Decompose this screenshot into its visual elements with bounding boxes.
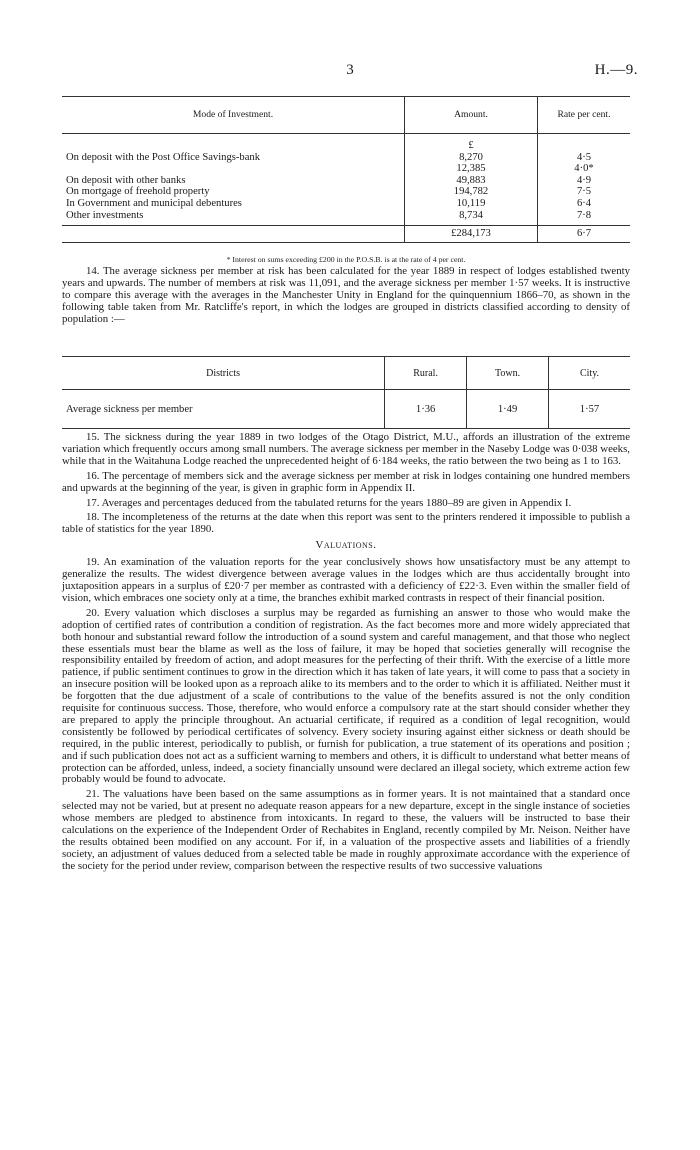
col-header-rate: Rate per cent. <box>538 97 631 134</box>
document-reference: H.—9. <box>594 62 638 78</box>
page-header <box>62 62 638 82</box>
rate-cell: 4·5 <box>576 151 592 163</box>
rate-cell: 4·9 <box>576 174 592 186</box>
mode-cell: On mortgage of freehold property <box>66 186 210 198</box>
col-header-town: Town. <box>467 357 549 390</box>
total-row <box>62 226 630 243</box>
body-text <box>62 432 630 876</box>
col-header-amount: Amount. <box>405 97 538 134</box>
town-value: 1·49 <box>467 390 549 429</box>
table-row <box>62 186 630 198</box>
row-label: Average sickness per member <box>62 390 385 429</box>
paragraph-21: 21. The valuations have been based on the same assumptions as in former years. It is not maintained that a standard once selected may not be varied, but at present no adequate reason appears for a new departure, except in the single instance of societies whose members are pledged to abstinence from intoxicants. In regard to these, the valuers will be instructed to base their calculations on the experience of the Independent Order of Rechabites in England, recently compiled by Mr. Neison. Neither have the results obtained been modified on any account. For if, in a valuation of the prospective assets and liabilities of a friendly society, an adjustment of values deduced from a selected table be made in roughly approximate accordance with the experience of the society for the period under review, comparison between the respective results of two successive valuations <box>62 788 630 872</box>
paragraph-14 <box>62 266 630 326</box>
col-header-mode: Mode of Investment. <box>62 97 405 134</box>
page-number: 3 <box>346 62 354 78</box>
amount-cell: 10,119 <box>405 198 538 210</box>
amount-cell: 8,734 <box>405 210 538 226</box>
section-heading: Valuations. <box>315 539 377 552</box>
city-value: 1·57 <box>549 390 630 429</box>
rate-cell: 7·8 <box>576 209 592 221</box>
paragraph-16: 16. The percentage of members sick and the average sickness per member at risk in lodges containing one hundred members and upwards at the beginning of the year, is given in graphic form in Appendix II. <box>62 469 630 494</box>
col-header-city: City. <box>549 357 630 390</box>
table-footnote: * Interest on sums exceeding £200 in the P.O.S.B. is at the rate of 4 per cent. <box>226 255 466 264</box>
col-header-rural: Rural. <box>385 357 467 390</box>
amount-cell: 194,782 <box>405 186 538 198</box>
paragraph-19: 19. An examination of the valuation reports for the year conclusively shows how unsatisfactory must be any attempt to generalize the results. The widest divergence between average values in the lodges which are thus accidentally brought into juxtaposition appears in a surplus of £20·7 per member as contrasted with a deficiency of £22·3. Even within the smaller field of vision, which embraces one society only at a time, the branches exhibit marked contrasts in respect of their financial position. <box>62 556 630 604</box>
table-row <box>62 163 630 175</box>
mode-cell: Other investments <box>66 209 144 221</box>
rate-cell: 6·4 <box>576 197 592 209</box>
rural-value: 1·36 <box>385 390 467 429</box>
paragraph-20: 20. Every valuation which discloses a surplus may be regarded as furnishing an answer to those who would make the adoption of certified rates of contribution a condition of registration. As the fact becomes more and more widely appreciated that both honour and substantial reward follow the introduction of a sound system and careful management, and that those who neglect these essentials must bear the blame as well as the loss of failure, it may be hoped that societies generally will recognise the responsibility entailed by freedom of action, and adopt measures for the perfecting of their thrift. With the exercise of a little more patience, if public sentiment continues to grow in the direction which it has taken of late years, it will come to pass that a society in an insecure position will be looked upon as a reproach alike to its members and to the order to which it is affiliated. Neither must it be forgotten that the due adjustment of a scale of contributions to the value of the benefits assured is not the only condition requisite for continuous success. Those, therefore, who would enforce a compulsory rate at the start should consider whether they are prepared to apply the principle throughout. An actuarial certificate, if required as a condition of legal recognition, would consistently be followed by periodical certificates of solvency. Every society insuring against either sickness or death should be required, in the public interest, periodically to publish, or furnish for publication, a true statement of its operations and position ; and if such publication does not act as a sufficient warning to members and others, it is difficult to understand what better means of protection can be afforded, unless, indeed, a society financially unsound were declared an illegal society, which extreme action few probably would be found to advocate. <box>62 606 630 786</box>
mode-cell: On deposit with other banks <box>66 174 186 186</box>
paragraph-text: 14. The average sickness per member at risk has been calculated for the year 1889 in respect of lodges established twenty years and upwards. The number of members at risk was 11,091, and the average sickness per member 1·57 weeks. It is instructive to compare this average with the averages in the Manchester Unity in England for the quinquennium 1866–70, as shown in the following table taken from Mr. Ratcliffe's report, in which the lodges are grouped in districts classified according to density of population :— <box>62 265 630 325</box>
total-amount: £284,173 <box>405 226 538 243</box>
amount-cell: 12,385 <box>405 163 538 175</box>
districts-table <box>62 356 630 429</box>
currency-row <box>62 134 630 152</box>
table-row <box>62 210 630 226</box>
table-row <box>62 175 630 187</box>
paragraph-15: 15. The sickness during the year 1889 in two lodges of the Otago District, M.U., affords an illustration of the extreme variation which frequently occurs among small numbers. The average sickness per member in the Naseby Lodge was 0·038 weeks, while that in the Waitahuna Lodge reached the unprecedented height of 6·184 weeks, the ratio between the two being as 1 to 163. <box>62 431 630 467</box>
amount-cell: 49,883 <box>405 175 538 187</box>
paragraph-18: 18. The incompleteness of the returns at the date when this report was sent to the printers rendered it impossible to publish a table of statistics for the year 1890. <box>62 511 630 536</box>
currency-symbol: £ <box>405 134 538 152</box>
investment-table <box>62 96 630 243</box>
paragraph-17: 17. Averages and percentages deduced from the tabulated returns for the years 1880–89 are given in Appendix I. <box>86 496 572 509</box>
table-row <box>62 152 630 164</box>
mode-cell: In Government and municipal debentures <box>66 197 242 209</box>
mode-cell: On deposit with the Post Office Savings-bank <box>66 151 261 163</box>
col-header-districts: Districts <box>62 357 385 390</box>
rate-cell: 7·5 <box>576 186 592 198</box>
table-row <box>62 198 630 210</box>
total-rate: 6·7 <box>538 226 631 243</box>
table-row <box>62 390 630 429</box>
amount-cell: 8,270 <box>405 152 538 164</box>
rate-cell: 4·0* <box>574 163 594 175</box>
